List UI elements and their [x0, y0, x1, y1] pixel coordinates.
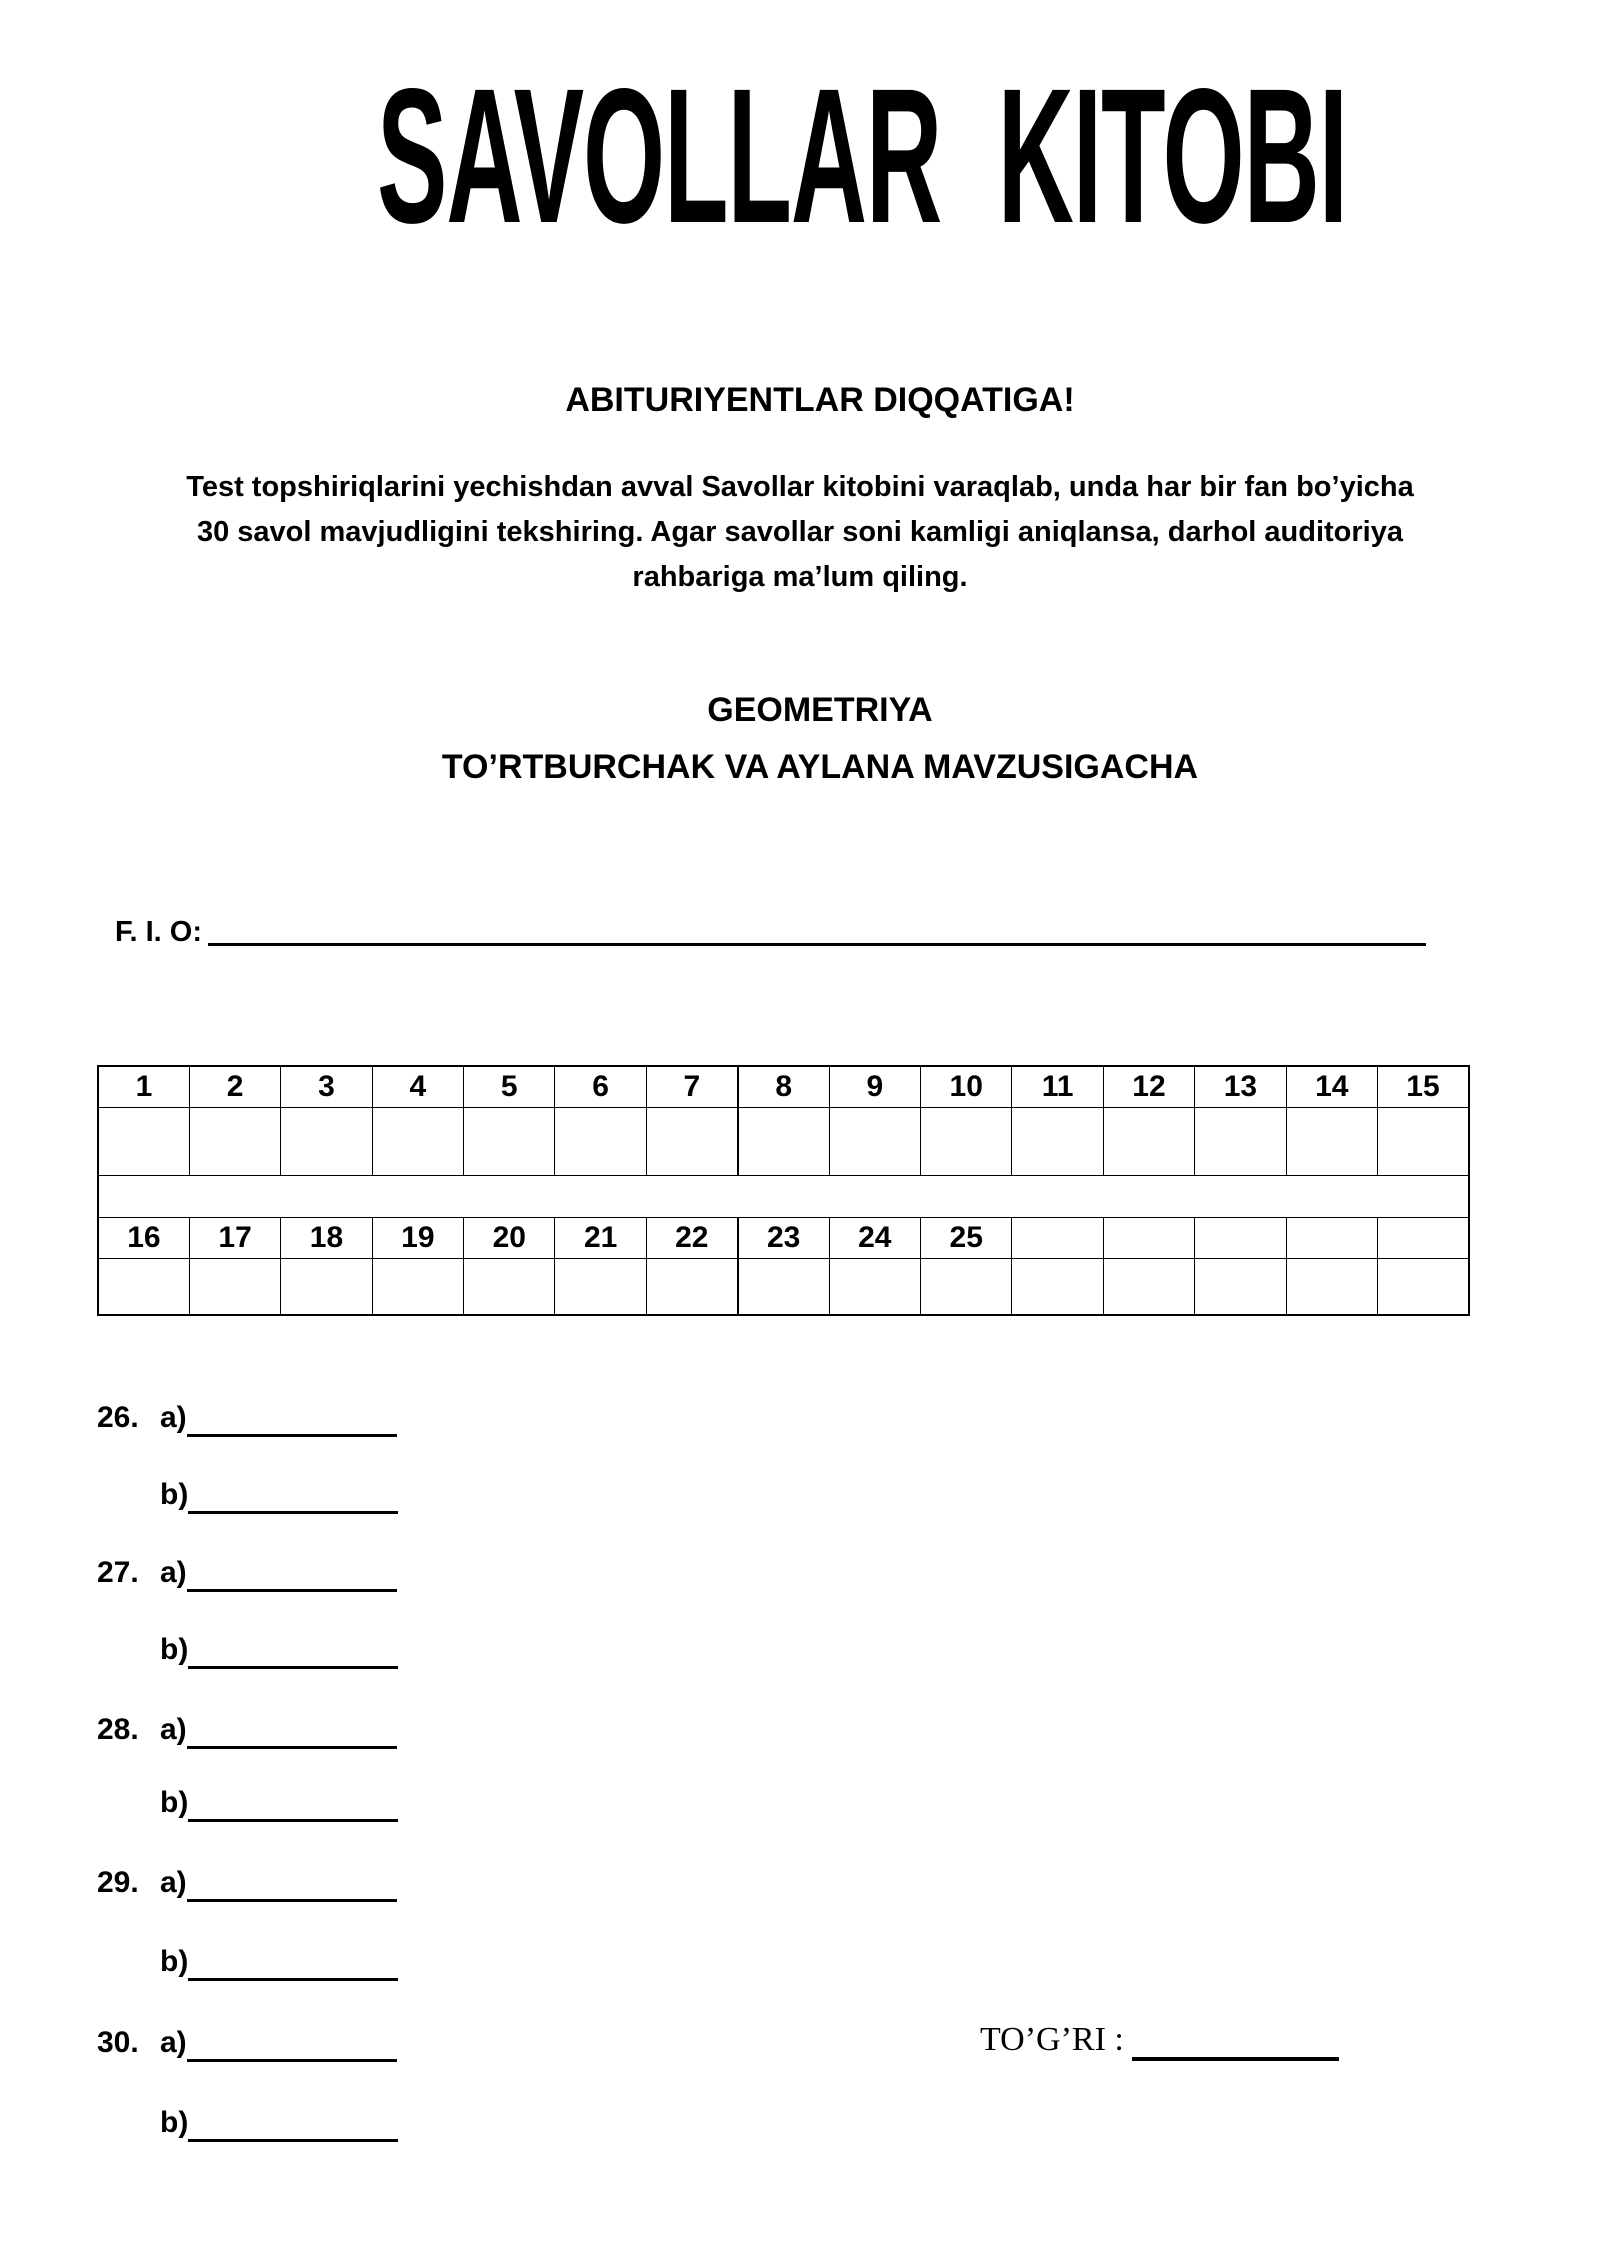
grid-answer-cell[interactable]: [646, 1259, 737, 1316]
grid-header-cell: 22: [646, 1218, 737, 1259]
answer-blank-line[interactable]: [188, 1818, 398, 1822]
topic-heading: TO’RTBURCHAK VA AYLANA MAVZUSIGACHA: [441, 748, 1199, 786]
item-number: 27.: [97, 1556, 139, 1589]
grid-answer-cell[interactable]: [189, 1259, 280, 1316]
part-label: a): [160, 1866, 187, 1899]
grid-header-cell: 3: [281, 1066, 372, 1108]
togri-label: TO’G’RI :: [980, 2021, 1124, 2058]
grid-header-cell: 13: [1195, 1066, 1286, 1108]
part-label: b): [160, 1478, 189, 1511]
grid-answer-row-2: [98, 1259, 1469, 1316]
grid-header-row-2: [98, 1218, 1469, 1259]
togri-blank-line[interactable]: [1132, 2056, 1339, 2061]
item-30-b: [97, 2103, 398, 2143]
answer-blank-line[interactable]: [188, 1665, 398, 1669]
instruction-line: Test topshiriqlarini yechishdan avval Savollar kitobini varaqlab, unda har bir fan bo’yicha: [186, 471, 1414, 503]
part-label: b): [160, 1786, 189, 1819]
grid-header-cell: [1286, 1218, 1377, 1259]
grid-header-cell: 25: [921, 1218, 1012, 1259]
grid-answer-cell[interactable]: [98, 1259, 189, 1316]
document-title: SAVOLLAR KITOBI: [377, 48, 1347, 263]
grid-header-cell: 18: [281, 1218, 372, 1259]
answer-blank-line[interactable]: [188, 1977, 398, 1981]
answer-blank-line[interactable]: [188, 1510, 398, 1514]
grid-header-cell: 16: [98, 1218, 189, 1259]
item-27-b: [97, 1630, 398, 1670]
instruction-line: 30 savol mavjudligini tekshiring. Agar savollar soni kamligi aniqlansa, darhol auditoriya: [196, 516, 1403, 548]
grid-header-cell: [1012, 1218, 1103, 1259]
part-label: b): [160, 1945, 189, 1978]
answer-blank-line[interactable]: [187, 1745, 397, 1749]
grid-answer-cell[interactable]: [555, 1259, 646, 1316]
grid-header-cell: 23: [738, 1218, 829, 1259]
item-29-a: [97, 1863, 397, 1903]
grid-answer-cell[interactable]: [281, 1259, 372, 1316]
item-27-a: [97, 1553, 397, 1593]
item-number: 28.: [97, 1713, 139, 1746]
grid-header-cell: 17: [189, 1218, 280, 1259]
grid-answer-cell[interactable]: [1103, 1259, 1194, 1316]
item-29-b: [97, 1942, 398, 1982]
grid-header-cell: 8: [738, 1066, 829, 1108]
item-28-b: [97, 1783, 398, 1823]
grid-header-cell: 14: [1286, 1066, 1377, 1108]
grid-answer-cell[interactable]: [1195, 1259, 1286, 1316]
instructions-paragraph: [0, 465, 1600, 600]
grid-answer-cell[interactable]: [1377, 1259, 1469, 1316]
grid-header-cell: 1: [98, 1066, 189, 1108]
grid-answer-cell[interactable]: [738, 1259, 829, 1316]
subject-heading: GEOMETRIYA: [707, 691, 933, 729]
instruction-line: rahbariga ma’lum qiling.: [632, 561, 968, 593]
grid-answer-cell[interactable]: [98, 1108, 189, 1176]
grid-answer-cell[interactable]: [1286, 1259, 1377, 1316]
grid-answer-cell[interactable]: [921, 1259, 1012, 1316]
answer-blank-line[interactable]: [187, 1433, 397, 1437]
grid-header-cell: 4: [372, 1066, 463, 1108]
grid-answer-cell[interactable]: [372, 1259, 463, 1316]
grid-separator-cell: [98, 1176, 1469, 1218]
part-label: a): [160, 2026, 187, 2059]
grid-header-cell: 6: [555, 1066, 646, 1108]
item-26-a: [97, 1398, 397, 1438]
grid-header-row-1: [98, 1066, 1469, 1108]
answer-blank-line[interactable]: [188, 2138, 398, 2142]
grid-separator-row: [98, 1176, 1469, 1218]
grid-answer-cell[interactable]: [1377, 1108, 1469, 1176]
answer-blank-line[interactable]: [187, 2058, 397, 2062]
grid-answer-cell[interactable]: [1012, 1108, 1103, 1176]
item-28-a: [97, 1710, 397, 1750]
part-label: a): [160, 1713, 187, 1746]
grid-header-cell: 21: [555, 1218, 646, 1259]
grid-answer-cell[interactable]: [372, 1108, 463, 1176]
grid-answer-cell[interactable]: [464, 1108, 555, 1176]
grid-header-cell: 15: [1377, 1066, 1469, 1108]
answer-blank-line[interactable]: [187, 1588, 397, 1592]
part-label: a): [160, 1556, 187, 1589]
grid-header-cell: [1377, 1218, 1469, 1259]
grid-header-cell: 7: [646, 1066, 737, 1108]
grid-answer-cell[interactable]: [555, 1108, 646, 1176]
grid-header-cell: [1195, 1218, 1286, 1259]
grid-header-cell: 20: [464, 1218, 555, 1259]
item-number: 29.: [97, 1866, 139, 1899]
grid-answer-cell[interactable]: [464, 1259, 555, 1316]
item-number: 26.: [97, 1401, 139, 1434]
part-label: b): [160, 2106, 189, 2139]
grid-answer-cell[interactable]: [1286, 1108, 1377, 1176]
grid-answer-row-1: [98, 1108, 1469, 1176]
item-30-a: [97, 2023, 397, 2063]
grid-answer-cell[interactable]: [829, 1259, 920, 1316]
item-number: 30.: [97, 2026, 139, 2059]
item-26-b: [97, 1475, 398, 1515]
grid-answer-cell[interactable]: [1195, 1108, 1286, 1176]
grid-header-cell: 24: [829, 1218, 920, 1259]
grid-header-cell: [1103, 1218, 1194, 1259]
grid-answer-cell[interactable]: [738, 1108, 829, 1176]
fio-label: F. I. O:: [115, 916, 202, 948]
grid-answer-cell[interactable]: [1012, 1259, 1103, 1316]
grid-header-cell: 19: [372, 1218, 463, 1259]
togri-row: [980, 2020, 1339, 2061]
part-label: a): [160, 1401, 187, 1434]
part-label: b): [160, 1633, 189, 1666]
grid-header-cell: 5: [464, 1066, 555, 1108]
grid-answer-cell[interactable]: [281, 1108, 372, 1176]
attention-heading: ABITURIYENTLAR DIQQATIGA!: [565, 381, 1075, 419]
grid-header-cell: 9: [829, 1066, 920, 1108]
grid-header-cell: 11: [1012, 1066, 1103, 1108]
grid-answer-cell[interactable]: [829, 1108, 920, 1176]
grid-answer-cell[interactable]: [646, 1108, 737, 1176]
grid-answer-cell[interactable]: [1103, 1108, 1194, 1176]
answer-grid-table: [97, 1065, 1470, 1316]
fio-row: [115, 912, 1426, 952]
answer-blank-line[interactable]: [187, 1898, 397, 1902]
grid-answer-cell[interactable]: [921, 1108, 1012, 1176]
grid-answer-cell[interactable]: [189, 1108, 280, 1176]
fio-blank-line[interactable]: [208, 942, 1426, 946]
grid-header-cell: 2: [189, 1066, 280, 1108]
grid-header-cell: 12: [1103, 1066, 1194, 1108]
grid-header-cell: 10: [921, 1066, 1012, 1108]
